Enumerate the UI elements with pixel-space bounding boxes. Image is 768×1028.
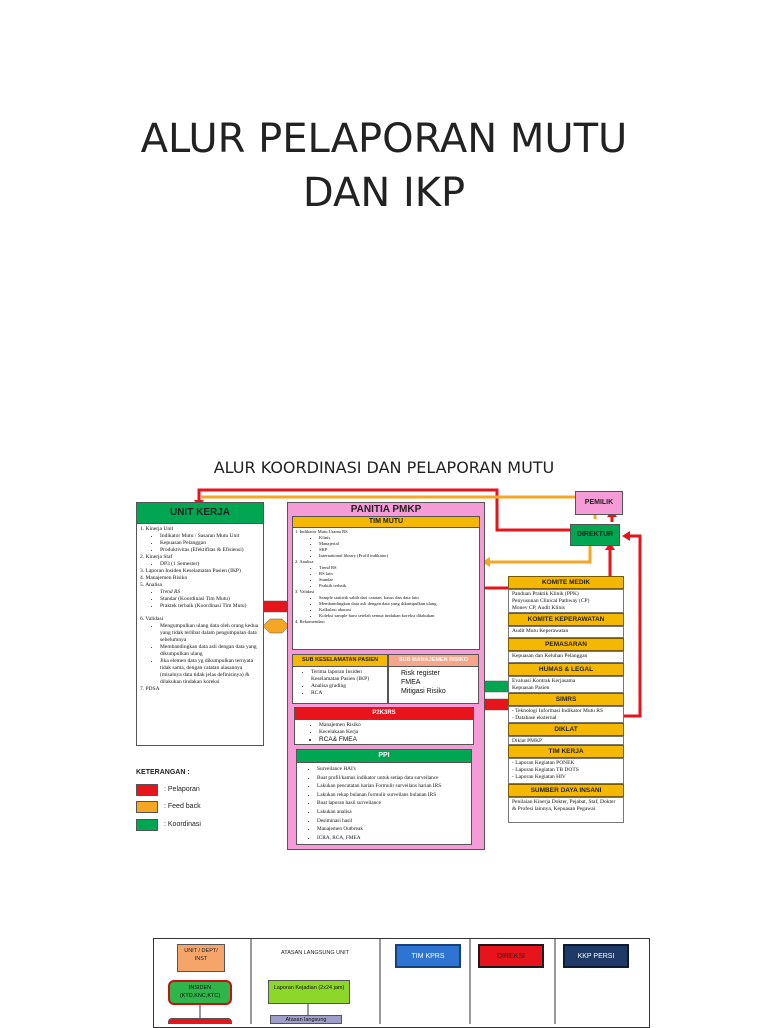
- sub-manajemen-risiko-header: SUB MANAJEMEN RISIKO: [389, 655, 478, 667]
- unit-kerja-item: 5. Analisa: [140, 582, 162, 588]
- committee-line: Penilaian Kinerja Dokter, Pejabat, Staf, Dokter & Profesi lainnya, Kepuasan Pegawai: [512, 799, 616, 812]
- k3rs-item: • RCA& FMEA: [319, 736, 473, 743]
- tim-mutu-subitem: • Koleksi sample baru setelah semua tindakan koreksi dilakukan: [319, 613, 477, 619]
- unit-kerja-subitem: • Indikator Mutu / Sasaran Mutu Unit: [160, 533, 260, 540]
- unit-kerja-subitem: • Jika elemen data yg dikumpulkan ternyata tidak sama, dengan catatan alasannya (misalnya data tidak jelas definisinya) & dilakukan tindakan koreksi: [160, 658, 260, 686]
- committee-line: - Laporan Kegiatan PONEK: [512, 760, 575, 766]
- unit-kerja-header: UNIT KERJA: [137, 503, 263, 524]
- committee-line: Panduan Praktik Klinik (PPK): [512, 591, 579, 597]
- risiko-item: FMEA: [401, 679, 421, 686]
- tim-mutu-item: 1. Indikator Mutu Utama RS: [295, 529, 348, 534]
- tim-mutu-subitem: • Kalkulasi akurasi: [319, 607, 477, 613]
- flow-unit-dept-box: UNIT / DEPT/ INST: [177, 944, 225, 972]
- legend-label: : Feed back: [164, 803, 201, 810]
- diklat-header: DIKLAT: [508, 723, 624, 736]
- skp-item: • Terima laporan Insiden Keselamatan Pasien (IKP): [311, 669, 387, 683]
- committee-line: Kepuasan dan Keluhan Pelanggan: [512, 653, 588, 659]
- humas-legal-header: HUMAS & LEGAL: [508, 663, 624, 676]
- unit-kerja-subitem: • Kepuasan Pelanggan: [160, 540, 260, 547]
- skp-item: • RCA: [311, 690, 387, 697]
- sub-keselamatan-pasien-header: SUB KESELAMATAN PASIEN: [293, 655, 387, 667]
- unit-kerja-item: 1. Kinerja Unit: [140, 526, 174, 532]
- unit-kerja-subitem: • Mengumpulkan ulang data oleh orang kedua yang tidak terlibat dalam pengumpulan data sebelumnya: [160, 623, 260, 644]
- legend-label: : Pelaporan: [164, 786, 200, 793]
- risiko-item: Risk register: [401, 670, 440, 677]
- tim-mutu-item: 2. Analisa: [295, 559, 314, 564]
- tim-mutu-subitem: • Sample statistik sahih dari catatan, kasus dan data lain: [319, 595, 477, 601]
- k3rs-item: • Manajemen Risiko: [319, 722, 473, 729]
- ppi-header: PPI: [297, 750, 471, 763]
- legend-title: KETERANGAN :: [136, 769, 190, 776]
- skp-item: • Analisa grading: [311, 683, 387, 690]
- committee-line: - Laporan Kegiatan HIV: [512, 774, 566, 780]
- committee-line: Penyusunan Clinical Pathway (CP): [512, 598, 590, 604]
- flow-laporan-box: Laporan Kejadian (2x24 jam): [268, 980, 350, 1004]
- flow-kkp-persi-box: KKP PERSI: [563, 944, 629, 968]
- legend-label: : Koordinasi: [164, 821, 201, 828]
- tim-mutu-subitem: • Praktik terbaik: [319, 583, 477, 589]
- slide-title-line1: ALUR PELAPORAN MUTU: [140, 116, 628, 162]
- flow-insiden-box: INSIDEN (KTD,KNC,KTC): [168, 980, 232, 1005]
- komite-medik-header: KOMITE MEDIK: [508, 576, 624, 589]
- slide-title-line2: DAN IKP: [302, 170, 466, 216]
- tim-mutu-subitem: • Trend RS: [319, 565, 477, 571]
- tim-mutu-item: 3. Validasi: [295, 589, 315, 594]
- tim-mutu-item: 4. Rekomendasi: [295, 619, 325, 624]
- tim-mutu-subitem: • Klinis: [319, 535, 477, 541]
- ppi-item: • Lakukan rekap bulanan formulir surveilans bulanan IRS: [317, 791, 471, 800]
- ppi-item: • Buat laporan hasil surveilance: [317, 799, 471, 808]
- ppi-item: • Lakukan pencatatan harian Formulir surveilans harian IRS: [317, 782, 471, 791]
- ppi-item: • Surveilance HAI's: [317, 765, 471, 774]
- p2k3rs-header: P2K3RS: [295, 708, 473, 720]
- flow-tim-kprs-box: TIM KPRS: [395, 944, 461, 968]
- flow-next-box: [168, 1018, 232, 1024]
- ppi-item: • Desiminasi hasil: [317, 817, 471, 826]
- flow-direksi-box: DIREKSI: [478, 944, 544, 968]
- committee-line: Kepuasan Pasien: [512, 685, 550, 691]
- ppi-item: • Buat profil/kamus indikator untuk setiap data surveilance: [317, 774, 471, 783]
- unit-kerja-subitem: • Produktivitas (Efektifitas & Efisiensi): [160, 547, 260, 554]
- unit-kerja-item: 2. Kinerja Staf: [140, 554, 173, 560]
- ppi-item: • ICRA, RCA, FMEA: [317, 834, 471, 843]
- committee-line: Evaluasi Kontrak Kerjasama: [512, 678, 576, 684]
- tim-mutu-subitem: • SKP: [319, 547, 477, 553]
- tim-mutu-header: TIM MUTU: [293, 517, 479, 528]
- risiko-item: Mitigasi Risiko: [401, 688, 446, 695]
- committee-line: - Teknologi Informasi Indikator Mutu RS: [512, 708, 604, 714]
- unit-kerja-subitem: • Standar (Koordinasi Tim Mutu): [160, 596, 260, 603]
- unit-kerja-subitem: • Praktek terbaik (Koordinasi Tim Mutu): [160, 603, 260, 610]
- diagram-title: ALUR KOORDINASI DAN PELAPORAN MUTU: [213, 458, 555, 477]
- committee-line: Monev CP, Audit Klinis: [512, 605, 565, 611]
- pemilik-box: PEMILIK: [575, 491, 623, 515]
- k3rs-item: • Kecelakaan Kerja: [319, 729, 473, 736]
- simrs-header: SIMRS: [508, 693, 624, 706]
- committee-line: - Laporan Kegiatan TB DOTS: [512, 767, 579, 773]
- tim-mutu-subitem: • Membandingkan data asli dengan data yang dikumpulkan ulang: [319, 601, 477, 607]
- komite-keperawatan-header: KOMITE KEPERAWATAN: [508, 613, 624, 626]
- unit-kerja-item: 4. Manajemen Risiko: [140, 575, 188, 581]
- committee-line: Diklat PMKP: [512, 738, 543, 744]
- panitia-pmkp-header: PANITIA PMKP: [350, 504, 422, 515]
- unit-kerja-subitem: • Trend RS: [160, 589, 260, 596]
- tim-mutu-subitem: • Manajerial: [319, 541, 477, 547]
- flow-atasan-box: Atasan langsung: [270, 1015, 342, 1024]
- unit-kerja-subitem: • DP3 (1 Semester): [160, 561, 260, 568]
- tim-mutu-subitem: • International library (Profil indikator): [319, 553, 477, 559]
- ppi-item: • Manajemen Outbreak: [317, 825, 471, 834]
- unit-kerja-item: 3. Laporan Insiden Keselamatan Pasien (IKP): [140, 568, 241, 574]
- pemasaran-header: PEMASARAN: [508, 638, 624, 651]
- sumber-daya-insani-header: SUMBER DAYA INSANI: [508, 784, 624, 797]
- tim-kerja-header: TIM KERJA: [508, 745, 624, 758]
- unit-kerja-item: 7. PDSA: [140, 686, 160, 692]
- direktur-box: DIREKTUR: [570, 524, 620, 546]
- committee-line: Audit Mutu Keperawatan: [512, 628, 569, 634]
- unit-kerja-item: 6. Validasi: [140, 616, 164, 622]
- ppi-item: • Lakukan analisa: [317, 808, 471, 817]
- flow-atasan-header: ATASAN LANGSUNG UNIT: [281, 950, 349, 956]
- unit-kerja-subitem: • Membandingkan data asli dengan data yang dikumpulkan ulang: [160, 644, 260, 658]
- tim-mutu-subitem: • RS lain: [319, 571, 477, 577]
- tim-mutu-subitem: • Standar: [319, 577, 477, 583]
- committee-line: - Database eksternal: [512, 715, 557, 721]
